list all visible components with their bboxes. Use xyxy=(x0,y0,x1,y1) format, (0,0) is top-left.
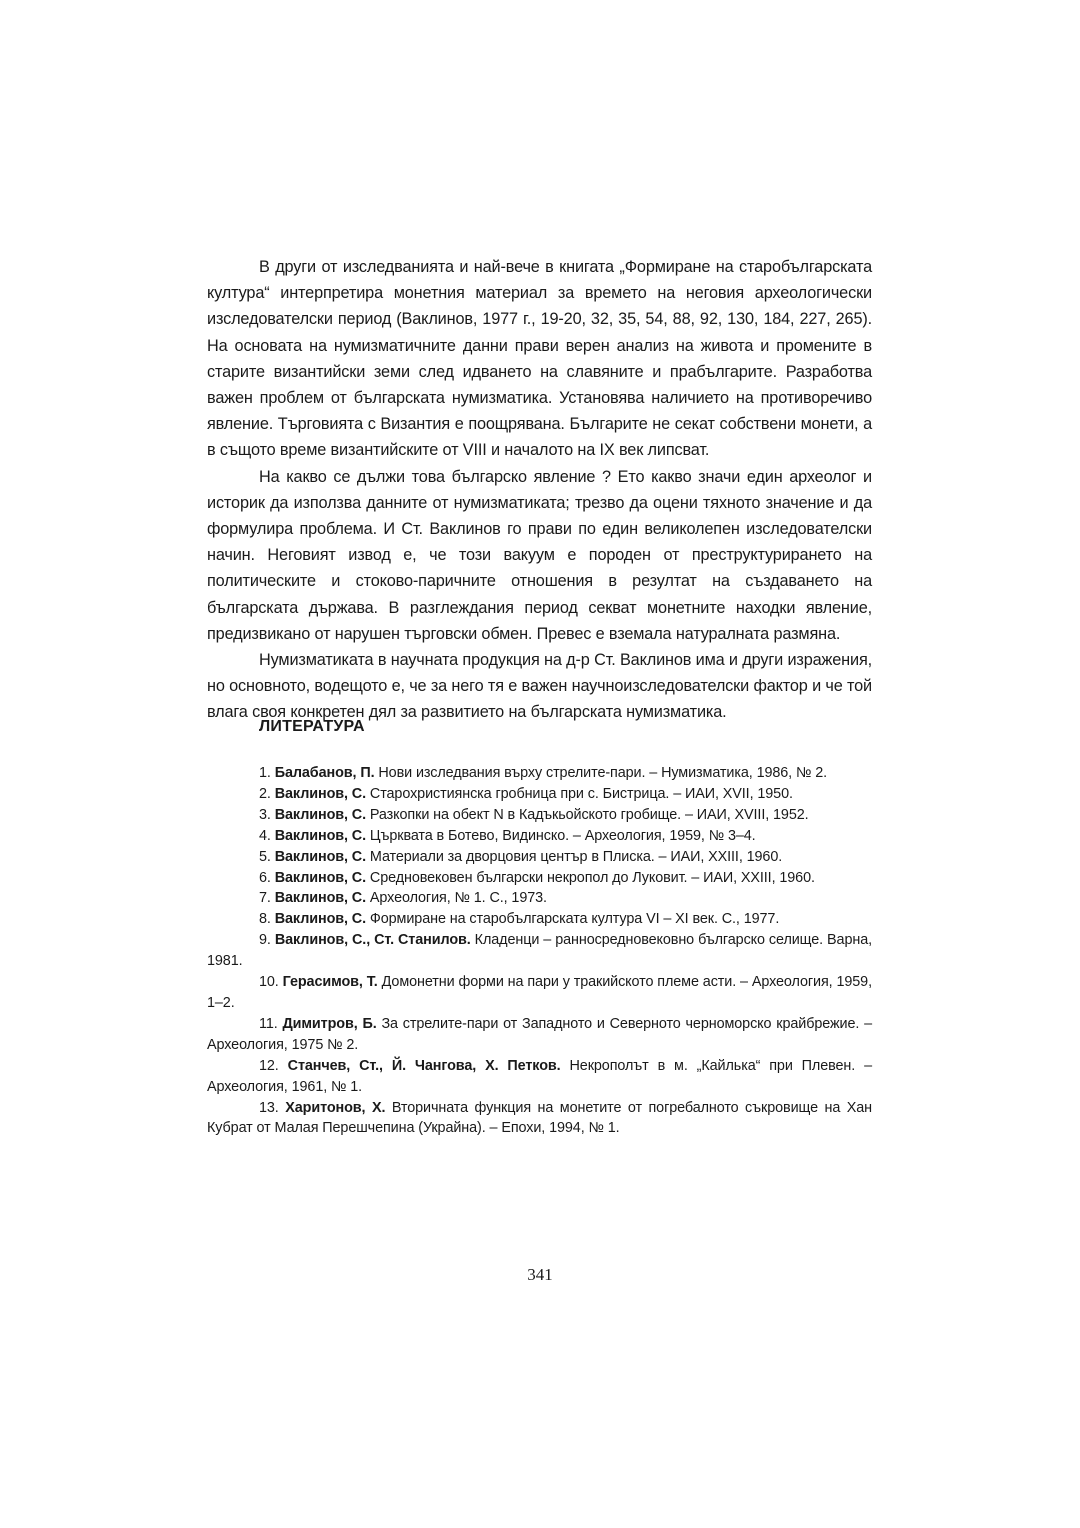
reference-number: 8. xyxy=(259,911,271,928)
reference-text: Археология, № 1. С., 1973. xyxy=(369,890,547,907)
reference-number: 11. xyxy=(259,1015,278,1032)
reference-author: Ваклинов, С. xyxy=(274,827,366,844)
reference-number: 2. xyxy=(259,785,271,802)
body-paragraph: На какво се дължи това българско явление ? Ето какво значи един археолог и историк да използва данните от нумизматиката; трезво да оцени тяхното значение и да формулира проблема. И Ст. Ваклинов го прави по един великолепен изследователски начин. Неговият извод е, че този вакуум е породен от преструктурирането на политическите и стоково-паричните отношения в резултат на създаването на българската държава. В разглеждания период секват монетните находки явление, предизвикано от нарушен търговски обмен. Превес е вземала натуралната размяна. xyxy=(207,467,872,643)
reference-text: Некрополът в м. „Кайлька“ при Плевен. – Археология, 1961, № 1. xyxy=(207,1057,872,1095)
reference-text: За стрелите-пари от Западното и Северното черноморско крайбрежие. – Археология, 1975 № 2. xyxy=(207,1015,872,1053)
reference-item xyxy=(207,909,872,930)
reference-item xyxy=(207,805,872,826)
reference-author: Харитонов, Х. xyxy=(285,1099,386,1116)
reference-number: 7. xyxy=(259,890,271,907)
reference-number: 9. xyxy=(259,932,271,949)
reference-author: Димитров, Б. xyxy=(282,1015,377,1032)
reference-item xyxy=(207,784,872,805)
reference-author: Станчев, Ст., Й. Чангова, Х. Петков. xyxy=(287,1057,561,1074)
reference-number: 6. xyxy=(259,869,271,886)
reference-number: 4. xyxy=(259,827,271,844)
reference-text: Вторичната функция на монетите от погребалното съкровище на Хан Кубрат от Малая Перешчепина (Украйна). – Епохи, 1994, № 1. xyxy=(207,1099,873,1137)
reference-item xyxy=(207,1098,872,1140)
reference-author: Ваклинов, С. xyxy=(274,806,366,823)
reference-item xyxy=(207,888,872,909)
reference-author: Ваклинов, С. xyxy=(274,785,366,802)
reference-author: Ваклинов, С. xyxy=(274,869,366,886)
literature-heading: ЛИТЕРАТУРА xyxy=(259,718,365,735)
reference-author: Ваклинов, С. xyxy=(274,911,366,928)
reference-author: Ваклинов, С. xyxy=(274,848,366,865)
reference-author: Ваклинов, С. xyxy=(274,890,366,907)
body-paragraph: В други от изследванията и най-вече в книгата „Формиране на старобългарската култура“ интерпретира монетния материал за времето на неговия археологически изследователски период (Ваклинов, 1977 г., 19-20, 32, 35, 54, 88, 92, 130, 184, 227, 265). На основата на нумизматичните данни прави верен анализ на живота и промените в старите византийски земи след идването на славяните и прабългарите. Разработва важен проблем от българската нумизматика. Установява наличието на противоречиво явление. Търговията с Византия е поощрявана. Българите не секат собствени монети, а в същото време византийските от VIII и началото на IX век липсват. xyxy=(207,258,872,460)
body-text xyxy=(207,254,872,726)
reference-text: Нови изследвания върху стрелите-пари. – Нумизматика, 1986, № 2. xyxy=(378,765,828,781)
reference-text: Домонетни форми на пари у тракийското племе асти. – Археология, 1959, 1–2. xyxy=(207,974,872,1011)
reference-item xyxy=(207,1014,872,1056)
reference-item xyxy=(207,972,872,1014)
reference-text: Материали за дворцовия център в Плиска. – ИАИ, XXIII, 1960. xyxy=(369,848,783,865)
reference-text: Формиране на старобългарската култура VI – XI век. С., 1977. xyxy=(369,911,780,928)
reference-item xyxy=(207,1056,872,1098)
reference-item xyxy=(207,847,872,868)
reference-author: Герасимов, Т. xyxy=(282,974,378,991)
reference-item xyxy=(207,826,872,847)
reference-list xyxy=(207,763,872,1139)
reference-author: Ваклинов, С., Ст. Станилов. xyxy=(274,932,471,949)
page-number: 341 xyxy=(527,1265,553,1284)
reference-item xyxy=(207,763,872,784)
reference-number: 3. xyxy=(259,806,271,823)
reference-item xyxy=(207,930,872,972)
reference-text: Кладенци – ранносредновековно българско селище. Варна, 1981. xyxy=(207,932,873,970)
reference-text: Църквата в Ботево, Видинско. – Археология, 1959, № 3–4. xyxy=(369,827,756,844)
reference-text: Средновековен български некропол до Луковит. – ИАИ, XXIII, 1960. xyxy=(369,869,815,886)
reference-text: Разкопки на обект N в Кадъкьойското гробище. – ИАИ, XVIII, 1952. xyxy=(369,806,809,823)
reference-number: 1. xyxy=(259,765,271,781)
reference-number: 13. xyxy=(259,1099,279,1116)
reference-item xyxy=(207,868,872,889)
reference-number: 5. xyxy=(259,848,271,865)
reference-number: 12. xyxy=(259,1057,279,1074)
body-paragraph: Нумизматиката в научната продукция на д-р Ст. Ваклинов има и други изражения, но основното, водещото е, че за него тя е важен научноизследователски фактор и че той влага своя конкретен дял за развитието на българската нумизматика. xyxy=(207,651,872,722)
reference-text: Старохристиянска гробница при с. Бистрица. – ИАИ, XVII, 1950. xyxy=(369,785,793,802)
reference-author: Балабанов, П. xyxy=(274,765,375,781)
reference-number: 10. xyxy=(259,974,279,991)
